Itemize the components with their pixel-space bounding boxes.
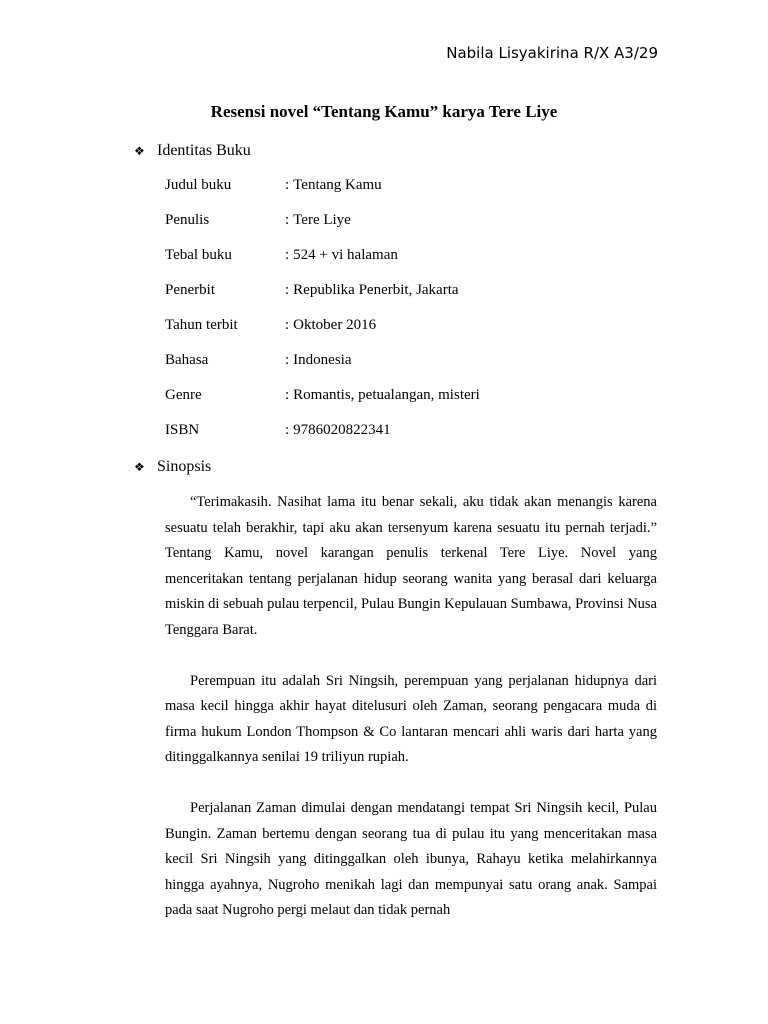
identity-row [165,280,665,315]
identity-label: Penerbit [165,282,215,298]
diamond-bullet-icon: ❖ [134,144,145,158]
author-header: Nabila Lisyakirina R/X A3/29 [446,44,658,62]
identity-row [165,420,665,455]
identity-separator: : [285,282,290,298]
synopsis-paragraph: “Terimakasih. Nasihat lama itu benar sekali, aku tidak akan menangis karena sesuatu telah berakhir, tapi aku akan tersenyum karena sesuatu itu pernah terjadi.” Tentang Kamu, novel karangan penulis terkenal Tere Liye. Novel yang menceritakan tentang perjalanan hidup seorang wanita yang berasal dari keluarga miskin di sebuah pulau terpencil, Pulau Bungin Kepulauan Sumbawa, Provinsi Nusa Tenggara Barat. [165,494,657,638]
identity-value: Tentang Kamu [293,177,382,193]
identity-label: Penulis [165,212,210,228]
identity-label: Judul buku [165,177,232,193]
identity-label: ISBN [165,422,200,438]
synopsis-paragraph: Perempuan itu adalah Sri Ningsih, perempuan yang perjalanan hidupnya dari masa kecil hingga akhir hayat ditelusuri oleh Zaman, seorang pengacara muda di firma hukum London Thompson & Co lantaran mencari ahli waris dari harta yang ditinggalkannya senilai 19 triliyun rupiah. [165,672,657,765]
identity-separator: : [285,317,290,333]
identity-label: Tahun terbit [165,317,238,333]
identity-value: Romantis, petualangan, misteri [293,387,480,403]
identity-value: Indonesia [293,352,352,368]
book-identity-table [165,175,665,455]
section-heading-label: Sinopsis [157,458,212,475]
identity-row [165,385,665,420]
identity-label: Genre [165,387,202,403]
identity-label: Bahasa [165,352,209,368]
document-title: Resensi novel “Tentang Kamu” karya Tere Liye [210,102,558,121]
section-heading-identitas [134,142,251,160]
identity-value: 9786020822341 [293,422,391,438]
diamond-bullet-icon: ❖ [134,460,145,474]
section-heading-label: Identitas Buku [157,142,251,159]
identity-separator: : [285,212,290,228]
identity-separator: : [285,177,290,193]
identity-value: 524 + vi halaman [293,247,398,263]
identity-value: Tere Liye [293,212,351,228]
identity-label: Tebal buku [165,247,232,263]
identity-row [165,175,665,210]
synopsis-body [165,490,657,949]
identity-row [165,350,665,385]
identity-row [165,210,665,245]
identity-value: Republika Penerbit, Jakarta [293,282,459,298]
identity-row [165,315,665,350]
identity-separator: : [285,422,290,438]
synopsis-paragraph: Perjalanan Zaman dimulai dengan mendatangi tempat Sri Ningsih kecil, Pulau Bungin. Zaman bertemu dengan seorang tua di pulau itu yang menceritakan masa kecil Sri Ningsih yang ditinggalkan oleh ibunya, Rahayu ketika melahirkannya hingga ayahnya, Nugroho menikah lagi dan mempunyai satu orang anak. Sampai pada saat Nugroho pergi melaut dan tidak pernah [165,800,657,918]
identity-separator: : [285,387,290,403]
identity-separator: : [285,352,290,368]
identity-row [165,245,665,280]
identity-value: Oktober 2016 [293,317,377,333]
identity-separator: : [285,247,290,263]
section-heading-sinopsis [134,458,211,476]
